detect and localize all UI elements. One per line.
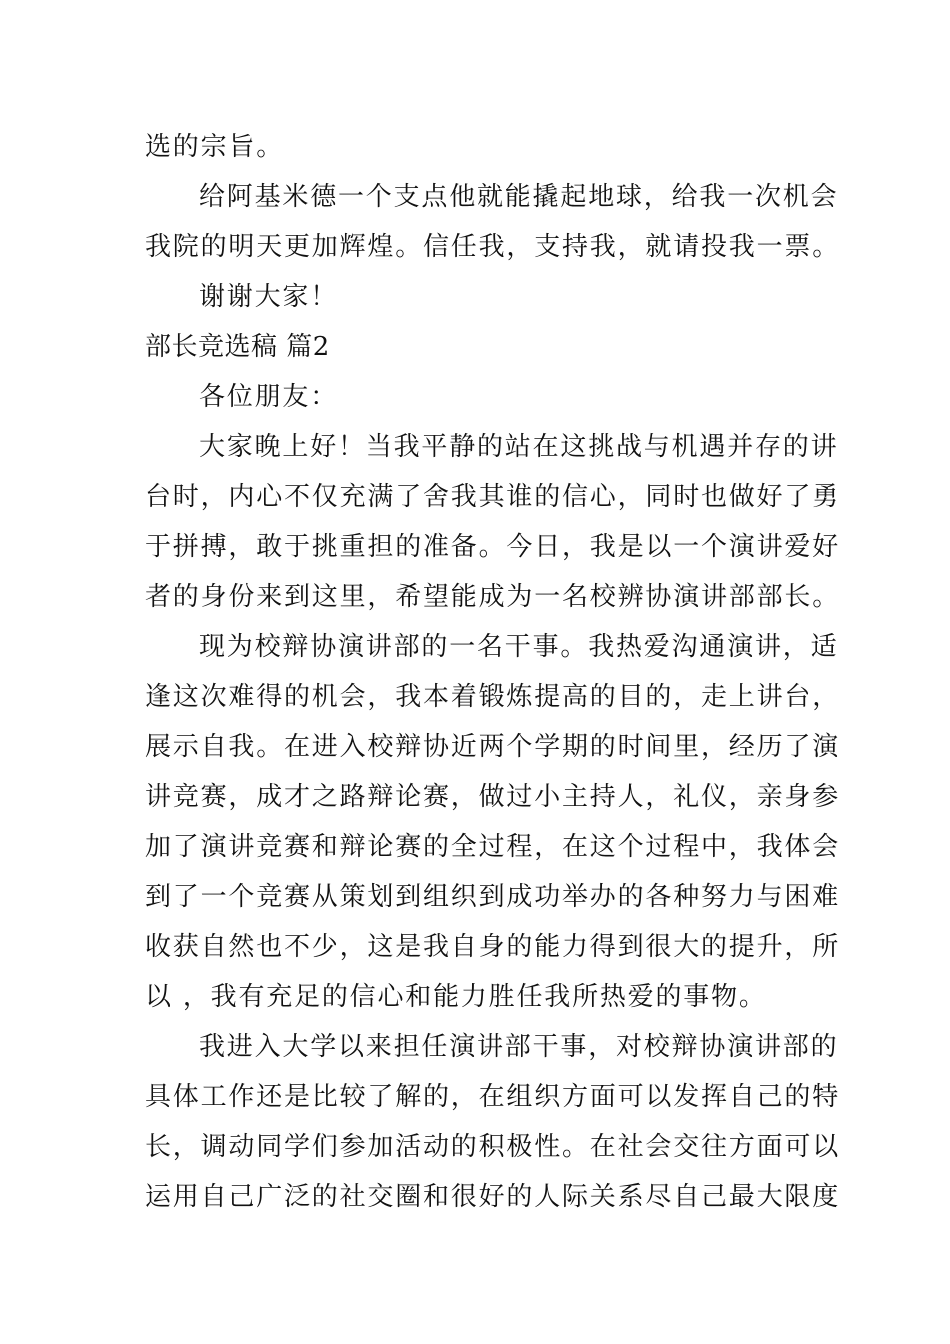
text-line-11: 现为校辩协演讲部的一名干事。我热爱沟通演讲，适	[199, 632, 839, 662]
text-line-16: 到了一个竞赛从策划到组织到成功举办的各种努力与困难	[145, 882, 841, 912]
text-line-20: 具体工作还是比较了解的，在组织方面可以发挥自己的特	[145, 1082, 841, 1112]
text-line-15: 加了演讲竞赛和辩论赛的全过程，在这个过程中，我体会	[145, 832, 841, 862]
text-line-1: 选的宗旨。	[145, 132, 285, 162]
text-line-22: 运用自己广泛的社交圈和很好的人际关系尽自己最大限度	[145, 1182, 841, 1212]
text-line-13: 展示自我。在进入校辩协近两个学期的时间里，经历了演	[145, 732, 841, 762]
text-line-10: 者的身份来到这里，希望能成为一名校辨协演讲部部长。	[145, 582, 841, 612]
text-line-14: 讲竞赛，成才之路辩论赛，做过小主持人，礼仪，亲身参	[145, 782, 841, 812]
text-line-6: 各位朋友：	[199, 382, 339, 412]
text-line-17: 收获自然也不少，这是我自身的能力得到很大的提升，所	[145, 932, 841, 962]
text-line-2: 给阿基米德一个支点他就能撬起地球，给我一次机会	[199, 182, 839, 212]
document-body	[145, 122, 841, 1222]
text-line-7: 大家晚上好！当我平静的站在这挑战与机遇并存的讲	[199, 432, 839, 462]
text-line-9: 于拼搏，敢于挑重担的准备。今日，我是以一个演讲爱好	[145, 532, 841, 562]
text-line-12: 逢这次难得的机会，我本着锻炼提高的目的，走上讲台，	[145, 682, 841, 712]
text-line-21: 长，调动同学们参加活动的积极性。在社会交往方面可以	[145, 1132, 841, 1162]
text-line-19: 我进入大学以来担任演讲部干事，对校辩协演讲部的	[199, 1032, 839, 1062]
text-line-18: 以 ，我有充足的信心和能力胜任我所热爱的事物。	[145, 982, 767, 1012]
section-heading: 部长竞选稿 篇2	[145, 332, 330, 362]
text-line-3: 我院的明天更加辉煌。信任我，支持我，就请投我一票。	[145, 232, 841, 262]
text-line-4: 谢谢大家！	[199, 282, 339, 312]
text-line-8: 台时，内心不仅充满了舍我其谁的信心，同时也做好了勇	[145, 482, 841, 512]
